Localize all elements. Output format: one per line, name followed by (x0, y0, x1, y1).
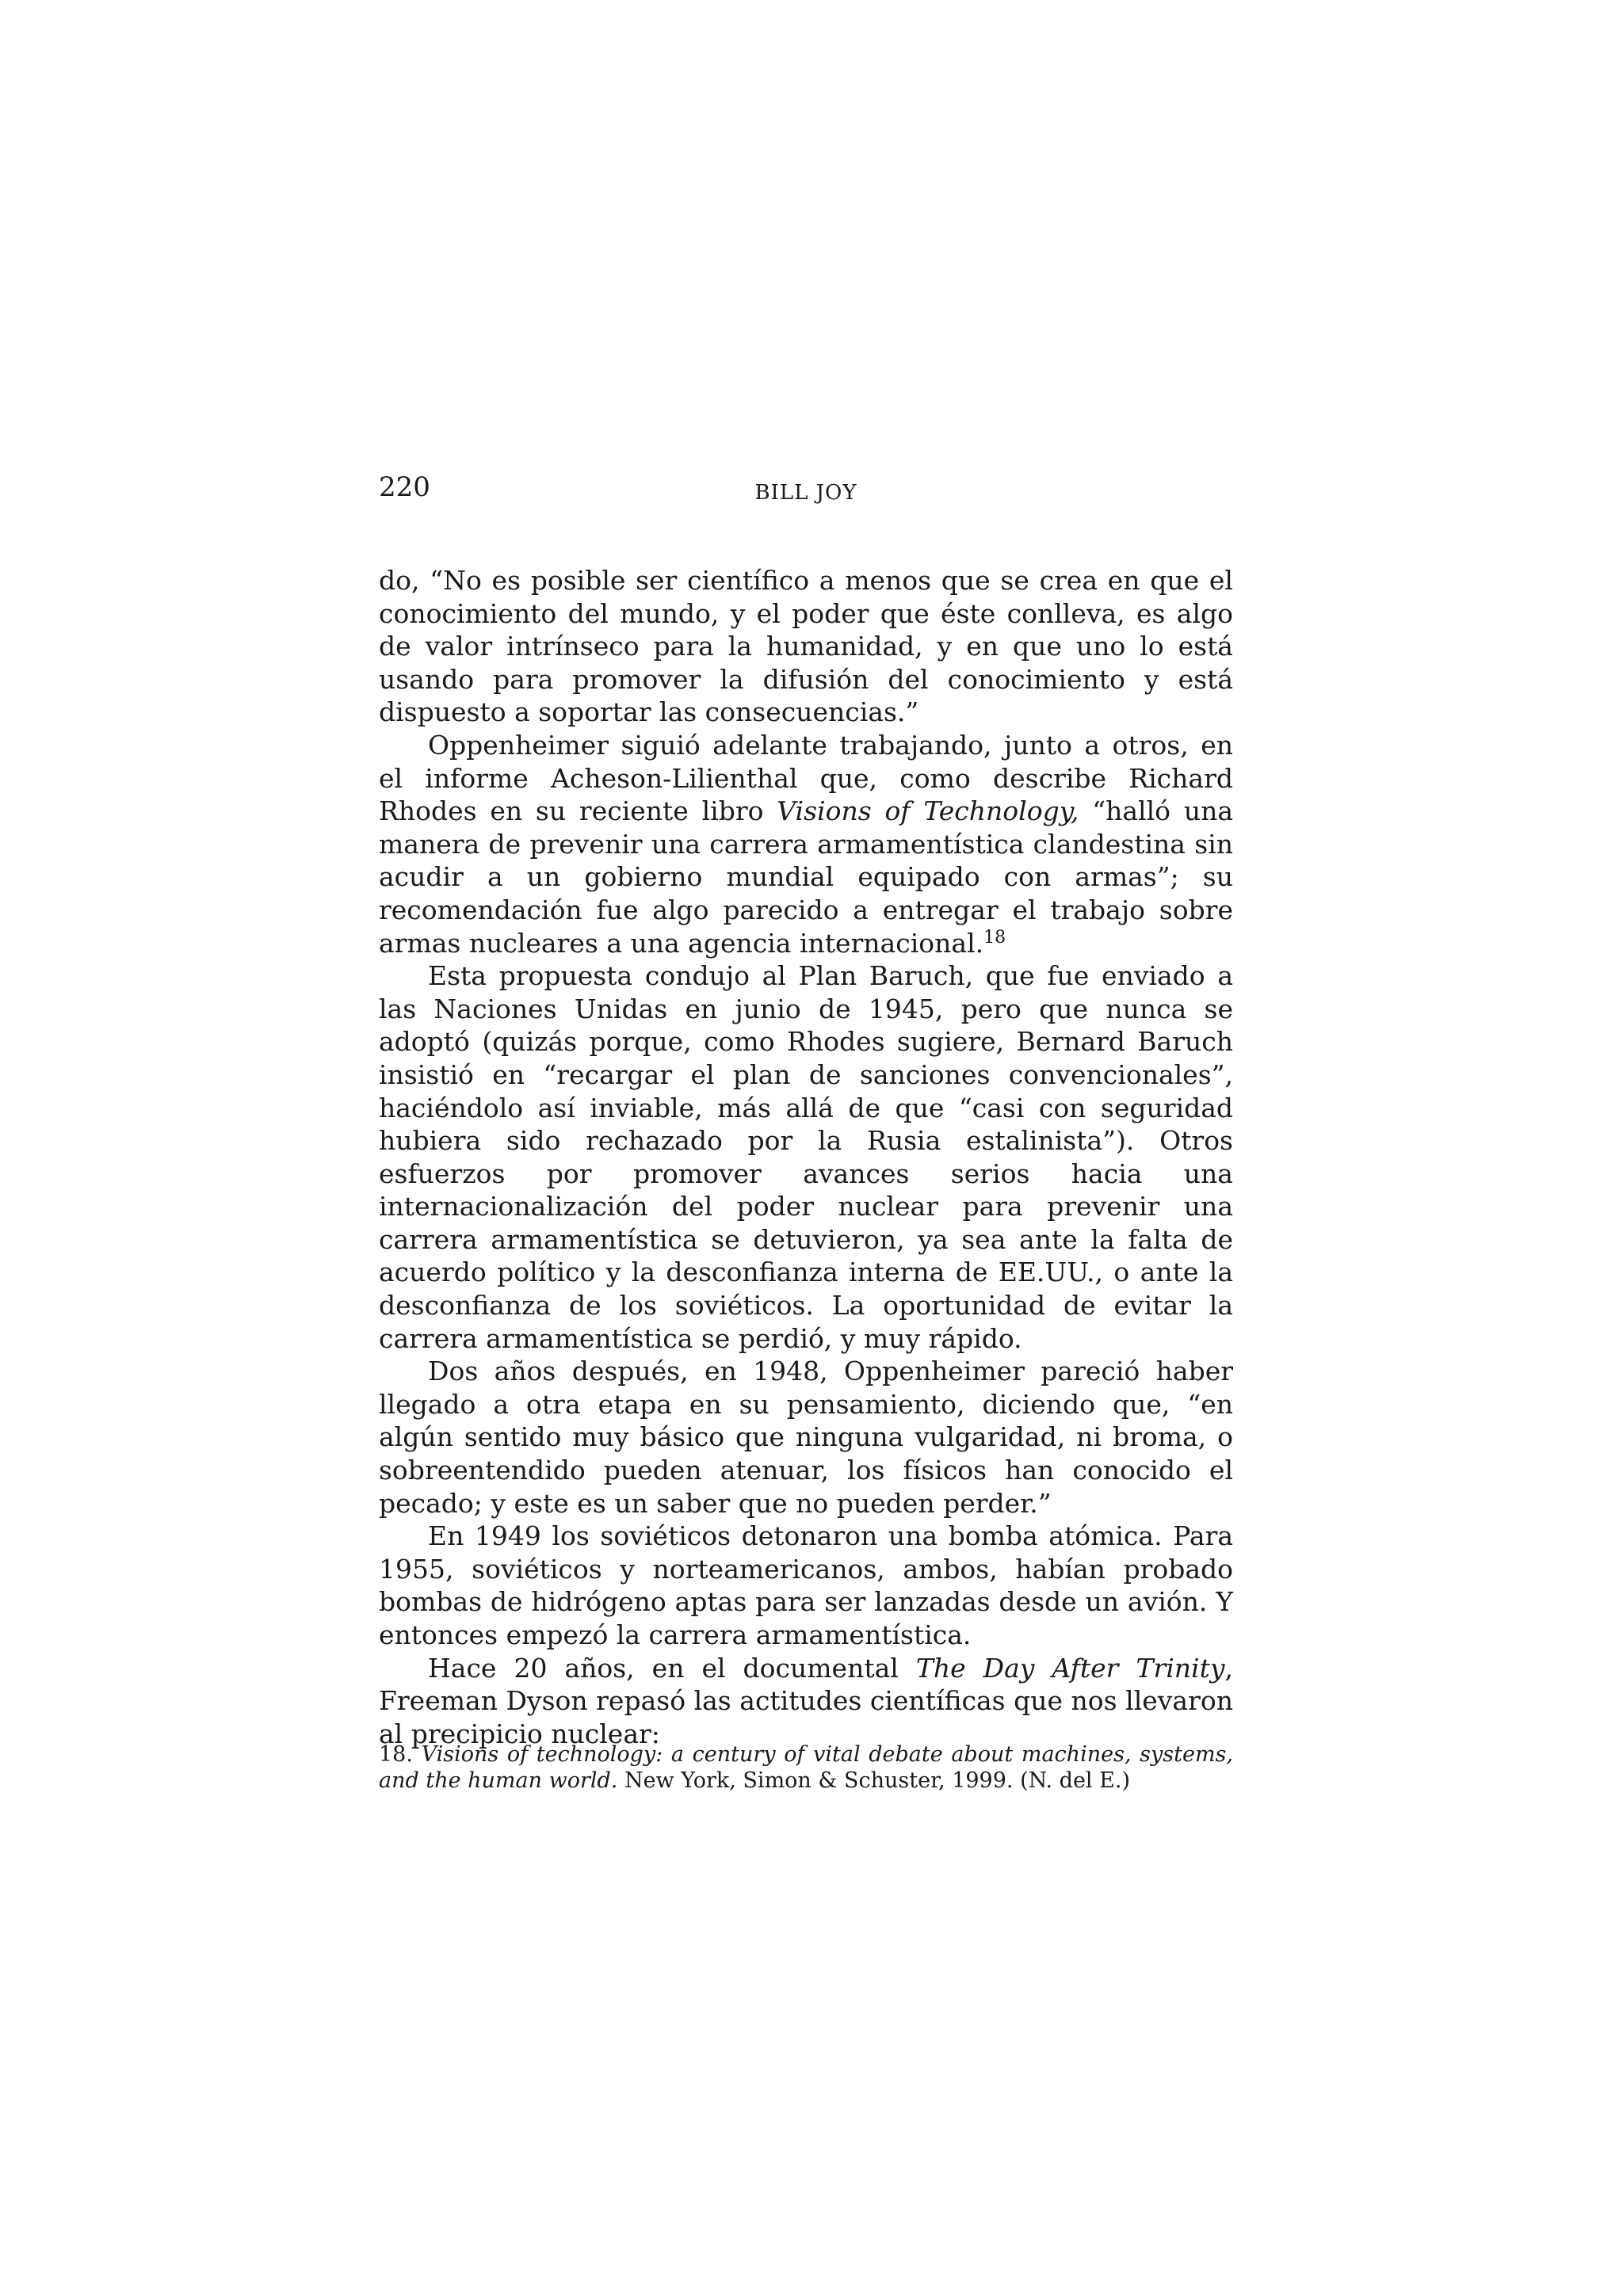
italic-title: The Day After Trinity (915, 1652, 1225, 1684)
running-title: BILL JOY (754, 481, 857, 505)
footnote (379, 1741, 1233, 1794)
paragraph (379, 564, 1233, 729)
text-run: do, “No es posible ser científico a menos que se crea en que el conocimiento del mundo, y el poder que éste conlleva, es algo de valor intrínseco para la humanidad, y en que uno lo está usando para promover la difusión del conocimiento y está dispuesto a soportar las consecuencias.” (379, 565, 1233, 728)
italic-title: Visions of Technology, (777, 795, 1079, 827)
text-run: Hace 20 años, en el documental (428, 1652, 916, 1684)
paragraph (379, 959, 1233, 1355)
paragraph (379, 729, 1233, 959)
page-number: 220 (379, 471, 430, 503)
body-text (379, 564, 1233, 1750)
text-run: “halló una manera de prevenir una carrera armamentística clandestina sin acudir a un gobierno mundial equipado con armas”; su recomendación fue algo parecido a entregar el trabajo sobre armas nucleares a una agencia internacional. (379, 795, 1233, 959)
footnote-italic-title: Visions of technology: a century of vital debate about machines, systems, and the human world. (379, 1742, 1233, 1793)
paragraph (379, 1355, 1233, 1520)
text-run: , Freeman Dyson repasó las actitudes científicas que nos llevaron al precipicio nuclear: (379, 1652, 1233, 1749)
text-run: Dos años después, en 1948, Oppenheimer pareció haber llegado a otra etapa en su pensamiento, diciendo que, “en algún sentido muy básico que ninguna vulgaridad, ni broma, o sobreentendido pueden atenuar, los físicos han conocido el pecado; y este es un saber que no pueden perder.” (379, 1356, 1233, 1519)
text-run: Oppenheimer siguió adelante trabajando, junto a otros, en el informe Acheson-Lilienthal que, como describe Richard Rhodes en su reciente libro (379, 729, 1233, 827)
running-header (379, 469, 1233, 517)
text-run: Esta propuesta condujo al Plan Baruch, que fue enviado a las Naciones Unidas en junio de 1945, pero que nunca se adoptó (quizás porque, como Rhodes sugiere, Bernard Baruch insistió en “recargar el plan de sanciones convencionales”, haciéndolo así inviable, más allá de que “casi con seguridad hubiera sido rechazado por la Rusia estalinista”). Otros esfuerzos por promover avances serios hacia una internacionalización del poder nuclear para prevenir una carrera armamentística se detuvieron, ya sea ante la falta de acuerdo político y la desconfianza interna de EE.UU., o ante la desconfianza de los soviéticos. La oportunidad de evitar la carrera armamentística se perdió, y muy rápido. (379, 960, 1233, 1354)
footnote-text: 18. (379, 1742, 422, 1767)
footnote-reference: 18 (983, 927, 1006, 948)
paragraph (379, 1652, 1233, 1751)
paragraph (379, 1520, 1233, 1651)
footnote-18 (379, 1741, 1233, 1794)
footnote-text: New York, Simon & Schuster, 1999. (N. del E.) (617, 1768, 1130, 1793)
text-run: En 1949 los soviéticos detonaron una bomba atómica. Para 1955, soviéticos y norteamericanos, ambos, habían probado bombas de hidrógeno aptas para ser lanzadas desde un avión. Y entonces empezó la carrera armamentística. (379, 1520, 1233, 1650)
